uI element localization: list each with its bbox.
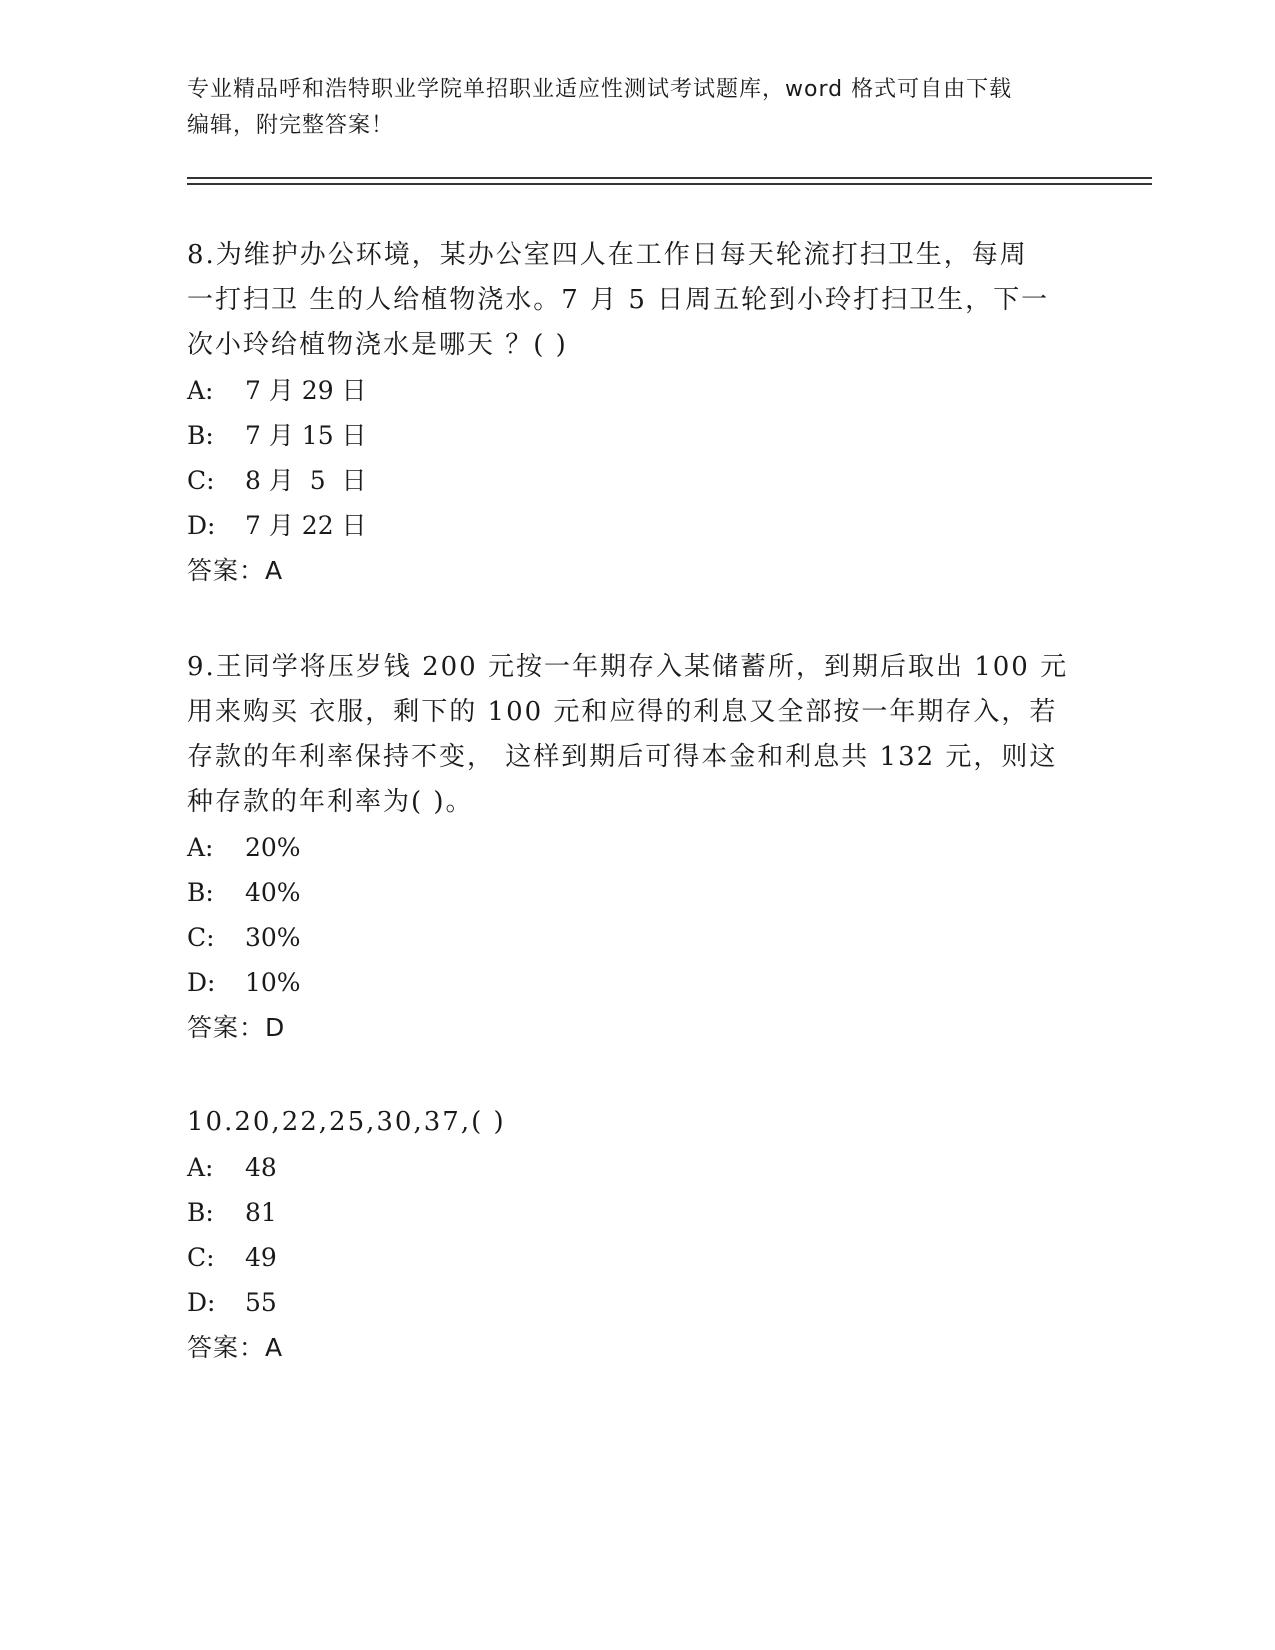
option-b <box>187 1190 1087 1235</box>
option-text: 30% <box>245 923 301 952</box>
option-b <box>187 870 1087 915</box>
answer-line: 答案：D <box>187 1013 286 1042</box>
option-text: 8 月 5 日 <box>245 466 367 495</box>
option-a <box>187 368 1087 413</box>
option-text: 81 <box>245 1198 277 1227</box>
option-b <box>187 413 1087 458</box>
question-stem-line: 8.为维护办公环境，某办公室四人在工作日每天轮流打扫卫生，每周 <box>187 240 1028 270</box>
header-divider-bottom <box>187 183 1152 185</box>
question-9 <box>187 645 1087 1050</box>
option-text: 7 月 29 日 <box>245 376 367 405</box>
option-key: C: <box>187 1243 215 1272</box>
option-key: D: <box>187 968 216 997</box>
question-stem-line: 9.王同学将压岁钱 200 元按一年期存入某储蓄所，到期后取出 100 元 <box>187 652 1069 682</box>
option-d <box>187 960 1087 1005</box>
header-line-2: 编辑，附完整答案！ <box>187 113 395 138</box>
option-key: C: <box>187 923 215 952</box>
question-stem-line: 用来购买 衣服，剩下的 100 元和应得的利息又全部按一年期存入，若 <box>187 697 1058 727</box>
option-d <box>187 1280 1087 1325</box>
question-stem-line: 次小玲给植物浇水是哪天 ？( ) <box>187 330 568 360</box>
header-divider-top <box>187 177 1152 179</box>
option-key: D: <box>187 511 216 540</box>
option-a <box>187 825 1087 870</box>
question-stem-line: 一打扫卫 生的人给植物浇水。7 月 5 日周五轮到小玲打扫卫生，下一 <box>187 285 1050 315</box>
option-key: B: <box>187 421 214 450</box>
option-key: C: <box>187 466 215 495</box>
option-key: B: <box>187 878 214 907</box>
option-text: 10% <box>245 968 301 997</box>
option-key: B: <box>187 1198 214 1227</box>
option-c <box>187 915 1087 960</box>
question-stem-line: 存款的年利率保持不变， 这样到期后可得本金和利息共 132 元，则这 <box>187 742 1058 772</box>
question-8 <box>187 233 1087 593</box>
answer-line: 答案：A <box>187 1333 284 1362</box>
header-line-1: 专业精品呼和浩特职业学院单招职业适应性测试考试题库，word 格式可自由下载 <box>187 77 1013 102</box>
option-key: A: <box>187 1153 214 1182</box>
question-stem-line: 10.20,22,25,30,37,( ) <box>187 1107 506 1137</box>
option-key: A: <box>187 376 214 405</box>
option-text: 55 <box>245 1288 277 1317</box>
page-header <box>187 72 1087 144</box>
question-10 <box>187 1100 1087 1370</box>
option-a <box>187 1145 1087 1190</box>
option-c <box>187 458 1087 503</box>
option-text: 7 月 22 日 <box>245 511 367 540</box>
option-d <box>187 503 1087 548</box>
option-text: 49 <box>245 1243 277 1272</box>
option-text: 48 <box>245 1153 277 1182</box>
option-text: 20% <box>245 833 301 862</box>
option-c <box>187 1235 1087 1280</box>
option-text: 7 月 15 日 <box>245 421 367 450</box>
option-key: D: <box>187 1288 216 1317</box>
option-text: 40% <box>245 878 301 907</box>
question-stem-line: 种存款的年利率为( )。 <box>187 787 474 817</box>
answer-line: 答案：A <box>187 556 284 585</box>
option-key: A: <box>187 833 214 862</box>
